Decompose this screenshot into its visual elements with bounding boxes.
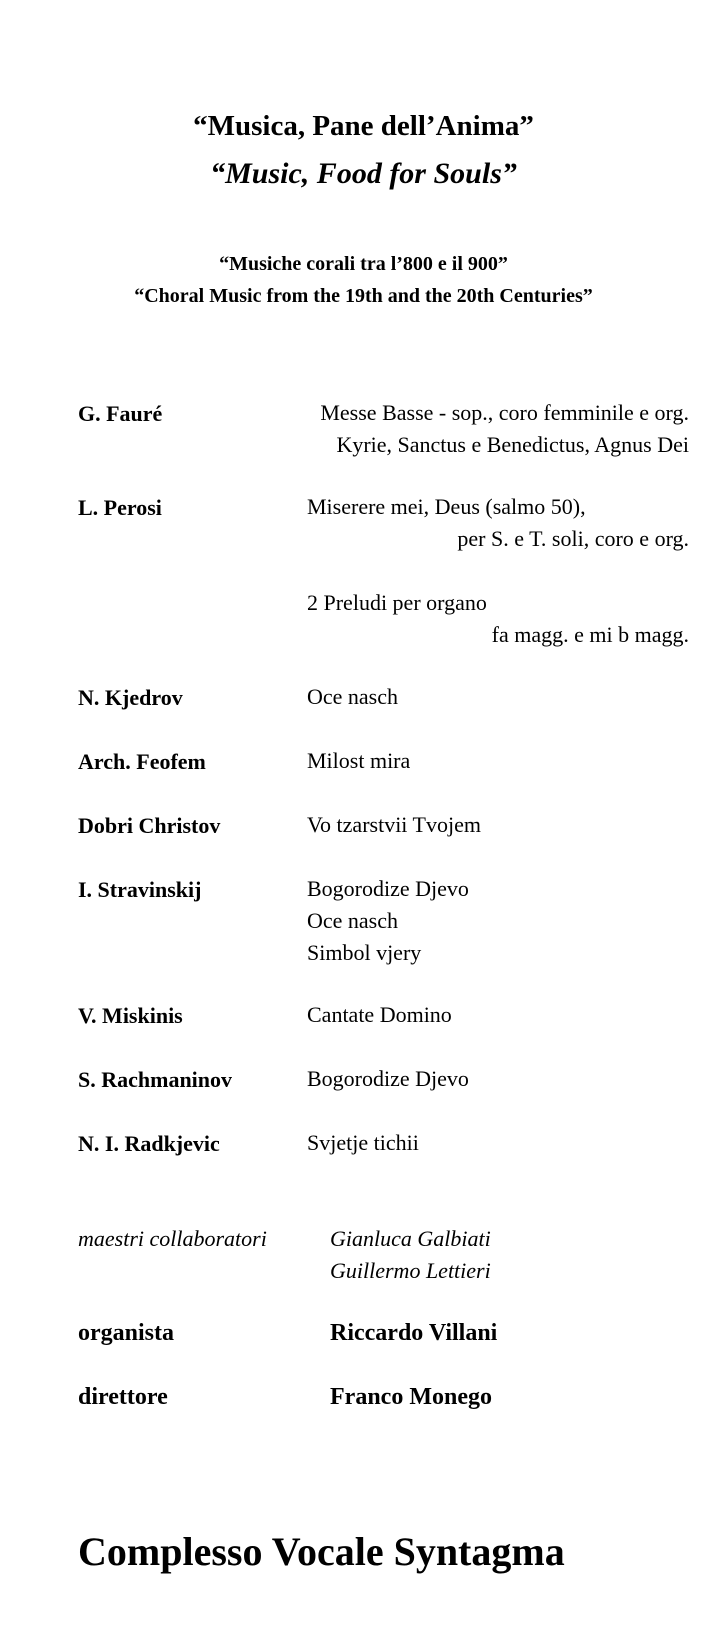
organist-name: Riccardo Villani [330, 1320, 498, 1346]
work-kjedrov: Oce nasch [307, 684, 399, 709]
work-radkjevic: Svjetje tichii [307, 1130, 419, 1155]
composer-feofem: Arch. Feofem [78, 749, 206, 774]
work-faure-line1: Messe Basse - sop., coro femminile e org. [320, 400, 689, 425]
subtitle-italian: “Musiche corali tra l’800 e il 900” [219, 253, 508, 275]
composer-miskinis: V. Miskinis [78, 1003, 183, 1028]
work-stravinskij-2: Oce nasch [307, 908, 399, 933]
work-miskinis: Cantate Domino [307, 1002, 452, 1027]
composer-stravinskij: I. Stravinskij [78, 877, 202, 902]
director-label: direttore [78, 1384, 168, 1410]
director-name: Franco Monego [330, 1384, 492, 1410]
organist-label: organista [78, 1320, 174, 1346]
work-rachmaninov: Bogorodize Djevo [307, 1066, 469, 1091]
work-stravinskij-1: Bogorodize Djevo [307, 876, 469, 901]
title-italian: “Musica, Pane dell’Anima” [193, 110, 534, 142]
collaborator-2: Guillermo Lettieri [330, 1258, 491, 1283]
work-perosi-2-line2: fa magg. e mi b magg. [491, 622, 689, 647]
work-stravinskij-3: Simbol vjery [307, 940, 422, 965]
title-english: “Music, Food for Souls” [210, 157, 517, 190]
subtitle-english: “Choral Music from the 19th and the 20th Centuries” [134, 285, 593, 307]
collaborators-label: maestri collaboratori [78, 1226, 267, 1251]
composer-perosi: L. Perosi [78, 495, 162, 520]
collaborator-1: Gianluca Galbiati [330, 1226, 491, 1251]
work-perosi-1-line2: per S. e T. soli, coro e org. [457, 526, 689, 551]
composer-rachmaninov: S. Rachmaninov [78, 1067, 233, 1092]
ensemble-name: Complesso Vocale Syntagma [78, 1529, 565, 1574]
work-christov: Vo tzarstvii Tvojem [307, 812, 481, 837]
composer-kjedrov: N. Kjedrov [78, 685, 183, 710]
composer-christov: Dobri Christov [78, 813, 221, 838]
composer-radkjevic: N. I. Radkjevic [78, 1131, 220, 1156]
work-perosi-1-line1: Miserere mei, Deus (salmo 50), [307, 494, 586, 519]
composer-faure: G. Fauré [78, 401, 163, 426]
work-faure-line2: Kyrie, Sanctus e Benedictus, Agnus Dei [336, 432, 689, 457]
work-perosi-2-line1: 2 Preludi per organo [307, 590, 487, 615]
work-feofem: Milost mira [307, 748, 411, 773]
